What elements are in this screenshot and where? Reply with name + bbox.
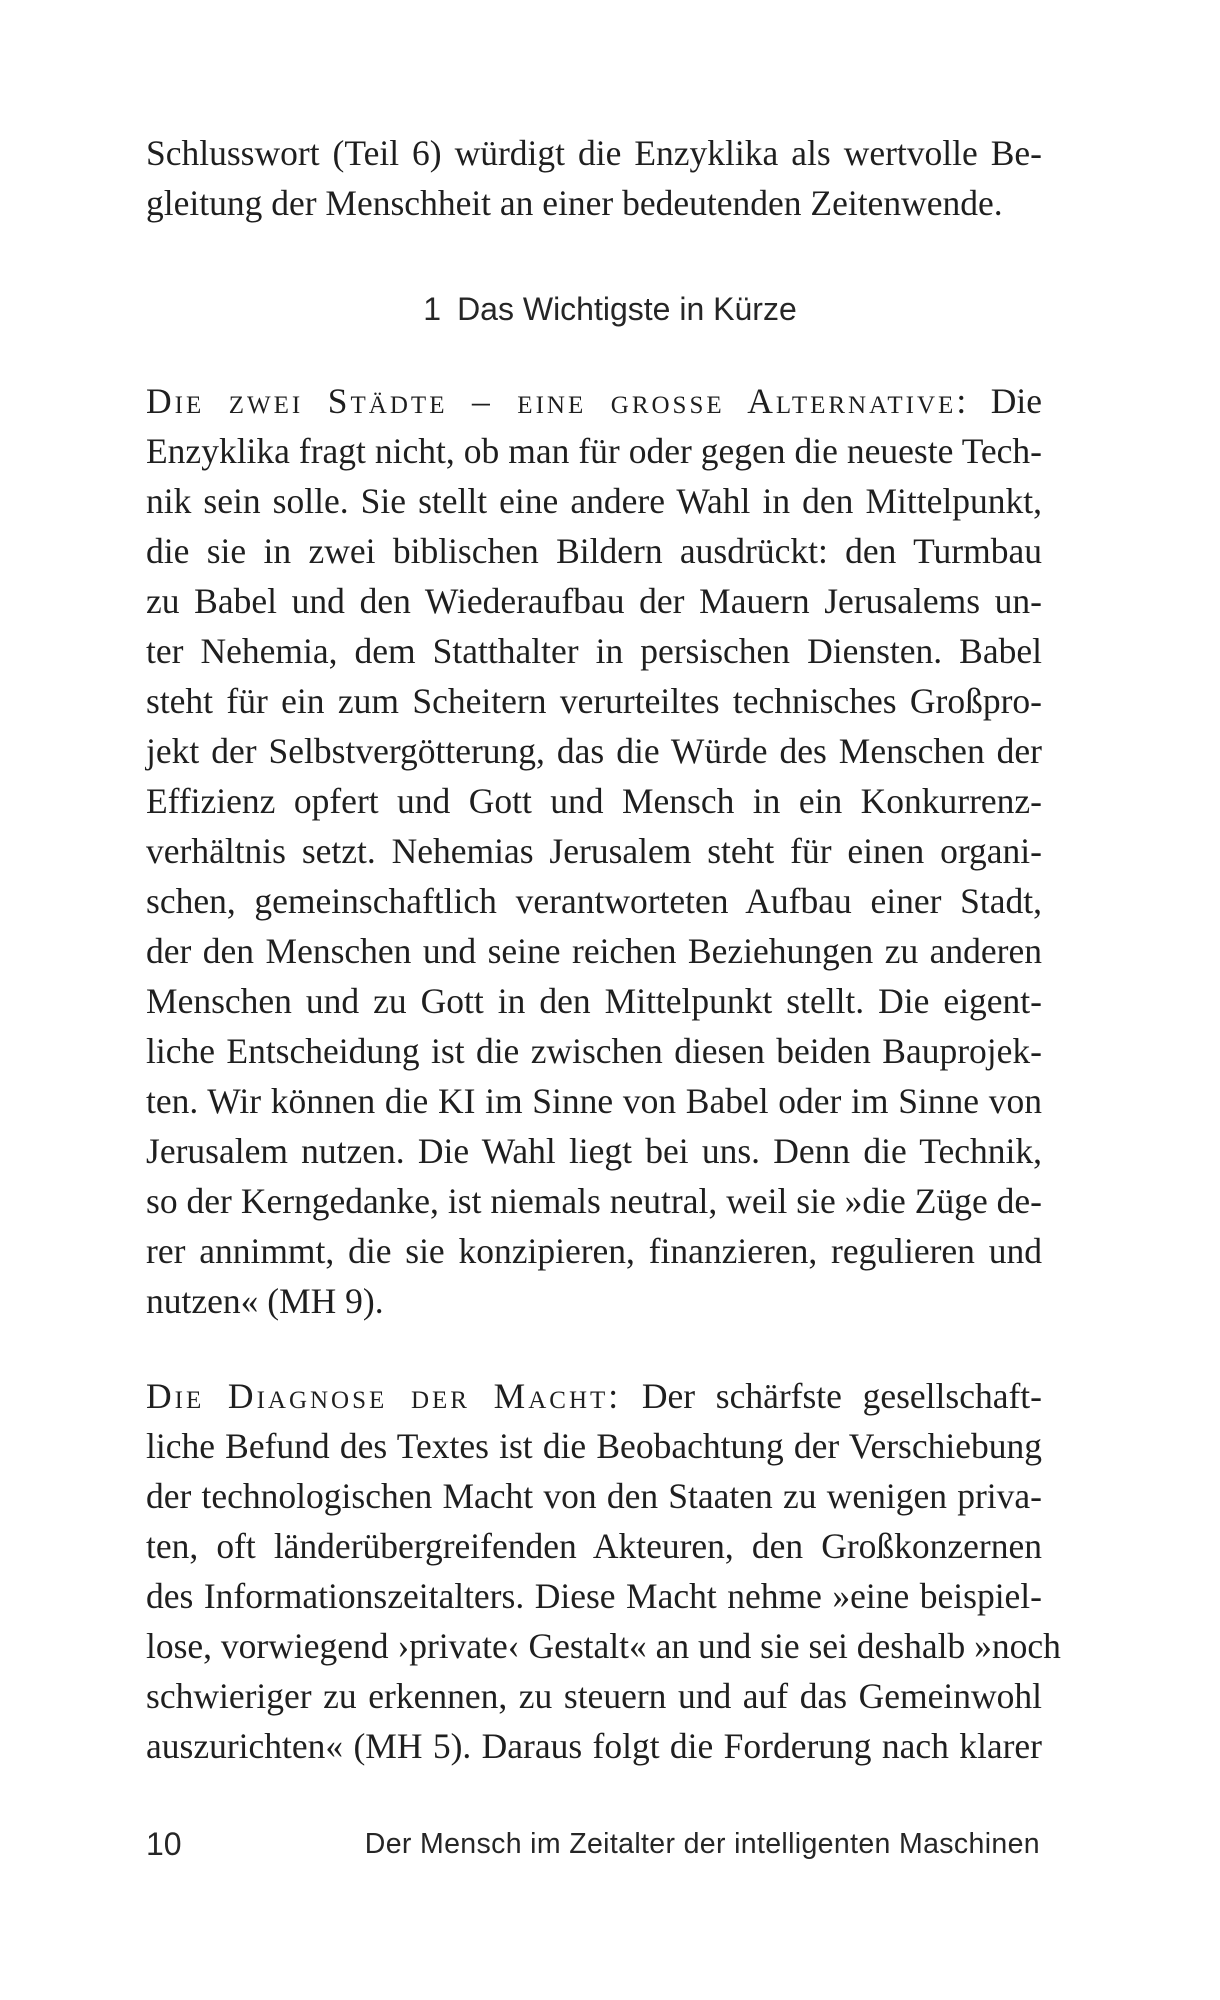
- text-line: nik sein solle. Sie stellt eine andere Wahl in den Mittelpunkt,: [146, 481, 1042, 521]
- text-line: jekt der Selbstvergötterung, das die Würde des Menschen der: [146, 731, 1042, 771]
- running-title: Der Mensch im Zeitalter der intelligenten Maschinen: [364, 1828, 1040, 1860]
- lead-line-rest: Der schärfste gesellschaft-: [621, 1376, 1042, 1416]
- text-line: schen, gemeinschaftlich verantworteten Aufbau einer Stadt,: [146, 881, 1042, 921]
- text-line: steht für ein zum Scheitern verurteiltes technisches Großpro-: [146, 681, 1042, 721]
- lead-line-rest: Die: [969, 381, 1042, 421]
- text-line: liche Befund des Textes ist die Beobachtung der Verschiebung: [146, 1426, 1042, 1466]
- text-line: nutzen« (MH 9).: [146, 1281, 384, 1321]
- page-number: 10: [146, 1826, 182, 1862]
- text-line: Effizienz opfert und Gott und Mensch in ein Konkurrenz-: [146, 781, 1042, 821]
- page-footer: [146, 1822, 1040, 1866]
- text-line: so der Kerngedanke, ist niemals neutral, weil sie »die Züge de-: [146, 1181, 1042, 1221]
- section-heading: [0, 284, 1220, 334]
- text-line: ten, oft länderübergreifenden Akteuren, den Großkonzernen: [146, 1526, 1042, 1566]
- text-line: Schlusswort (Teil 6) würdigt die Enzyklika als wertvolle Be-: [146, 133, 1042, 173]
- text-line: Enzyklika fragt nicht, ob man für oder gegen die neueste Tech-: [146, 431, 1042, 471]
- text-line: der technologischen Macht von den Staaten zu wenigen priva-: [146, 1476, 1042, 1516]
- text-line: liche Entscheidung ist die zwischen diesen beiden Bauprojek-: [146, 1031, 1042, 1071]
- text-line: auszurichten« (MH 5). Daraus folgt die Forderung nach klarer: [146, 1726, 1042, 1766]
- text-line: ten. Wir können die KI im Sinne von Babel oder im Sinne von: [146, 1081, 1042, 1121]
- text-line: [146, 1371, 1042, 1421]
- text-line: Jerusalem nutzen. Die Wahl liegt bei uns. Denn die Technik,: [146, 1131, 1042, 1171]
- text-line: verhältnis setzt. Nehemias Jerusalem steht für einen organi-: [146, 831, 1042, 871]
- text-line: der den Menschen und seine reichen Beziehungen zu anderen: [146, 931, 1042, 971]
- paragraph-lead: Die zwei Städte – eine grosse Alternative:: [146, 381, 970, 421]
- text-line: die sie in zwei biblischen Bildern ausdrückt: den Turmbau: [146, 531, 1042, 571]
- text-line: [146, 376, 1042, 426]
- text-line: zu Babel und den Wiederaufbau der Mauern Jerusalems un-: [146, 581, 1042, 621]
- section-title: Das Wichtigste in Kürze: [457, 291, 797, 327]
- section-number: 1: [423, 291, 442, 327]
- text-line: schwieriger zu erkennen, zu steuern und auf das Gemeinwohl: [146, 1676, 1042, 1716]
- text-line: des Informationszeitalters. Diese Macht nehme »eine beispiel-: [146, 1576, 1042, 1616]
- text-line: Menschen und zu Gott in den Mittelpunkt stellt. Die eigent-: [146, 981, 1042, 1021]
- paragraph-diagnosis-of-power: [146, 1371, 1061, 1771]
- text-line: ter Nehemia, dem Statthalter in persischen Diensten. Babel: [146, 631, 1042, 671]
- text-line: rer annimmt, die sie konzipieren, finanzieren, regulieren und: [146, 1231, 1042, 1271]
- text-line: gleitung der Menschheit an einer bedeutenden Zeitenwende.: [146, 183, 1003, 223]
- paragraph-two-cities: [146, 376, 1042, 1326]
- intro-paragraph: [146, 128, 1042, 228]
- text-line: lose, vorwiegend ›private‹ Gestalt« an und sie sei deshalb »noch: [146, 1626, 1061, 1666]
- paragraph-lead: Die Diagnose der Macht:: [146, 1376, 622, 1416]
